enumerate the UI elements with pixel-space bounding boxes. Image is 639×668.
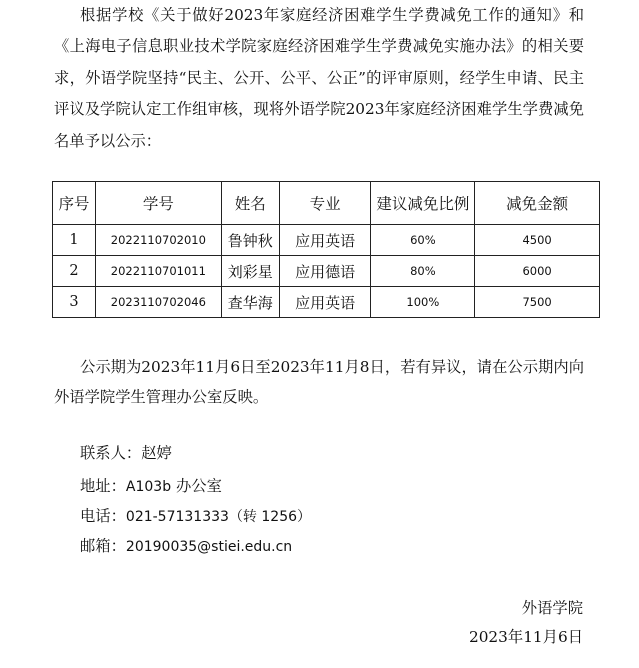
- header-amount: 减免金额: [475, 182, 600, 225]
- cell-student-id: 2023110702046: [95, 287, 221, 318]
- contact-address-label: 地址：: [80, 477, 126, 495]
- cell-ratio: 80%: [371, 256, 475, 287]
- header-major: 专业: [279, 182, 371, 225]
- contact-phone-value: 021-57131333（转 1256）: [125, 509, 312, 525]
- contact-phone-label: 电话：: [80, 507, 126, 525]
- intro-paragraph: 根据学校《关于做好2023年家庭经济困难学生学费减免工作的通知》和《上海电子信息职业技术学院家庭经济困难学生学费减免实施办法》的相关要求，外语学院坚持“民主、公开、公平、公正”的评审原则，经学生申请、民主评议及学院认定工作组审核，现将外语学院2023年家庭经济困难学生学费减免名单予以公示：: [54, 6, 584, 150]
- cell-name: 刘彩星: [221, 256, 279, 287]
- table-row: [53, 287, 600, 318]
- contact-person-label: 联系人：: [80, 444, 142, 462]
- cell-index: 2: [53, 256, 96, 287]
- cell-name: 查华海: [221, 287, 279, 318]
- cell-student-id: 2022110701011: [95, 256, 221, 287]
- table-header-row: [53, 182, 600, 225]
- cell-name: 鲁钟秋: [221, 225, 279, 256]
- notice-paragraph: 公示期为2023年11月6日至2023年11月8日，若有异议，请在公示期内向外语学院学生管理办公室反映。: [54, 358, 584, 406]
- contact-email-line: [80, 536, 292, 557]
- contact-email-label: 邮箱：: [80, 537, 126, 555]
- cell-major: 应用英语: [279, 225, 371, 256]
- header-ratio: 建议减免比例: [371, 182, 475, 225]
- cell-amount: 7500: [475, 287, 600, 318]
- signature-date: 2023年11月6日: [468, 628, 583, 646]
- cell-major: 应用德语: [279, 256, 371, 287]
- cell-amount: 6000: [475, 256, 600, 287]
- cell-index: 3: [53, 287, 96, 318]
- cell-ratio: 60%: [371, 225, 475, 256]
- contact-address-suffix: 办公室: [175, 477, 222, 495]
- contact-address-line: [80, 476, 222, 497]
- cell-major: 应用英语: [279, 287, 371, 318]
- contact-address-value: A103b: [125, 479, 172, 495]
- header-index: 序号: [53, 182, 96, 225]
- fee-reduction-table: [52, 181, 600, 318]
- cell-index: 1: [53, 225, 96, 256]
- signature-org: 外语学院: [521, 599, 583, 617]
- cell-student-id: 2022110702010: [95, 225, 221, 256]
- table-row: [53, 225, 600, 256]
- cell-amount: 4500: [475, 225, 600, 256]
- cell-ratio: 100%: [371, 287, 475, 318]
- header-name: 姓名: [221, 182, 279, 225]
- contact-person-line: [80, 443, 172, 463]
- header-student-id: 学号: [95, 182, 221, 225]
- contact-phone-line: [80, 506, 311, 527]
- contact-email-value: 20190035@stiei.edu.cn: [125, 539, 293, 555]
- table-row: [53, 256, 600, 287]
- contact-person-value: 赵婷: [141, 444, 172, 462]
